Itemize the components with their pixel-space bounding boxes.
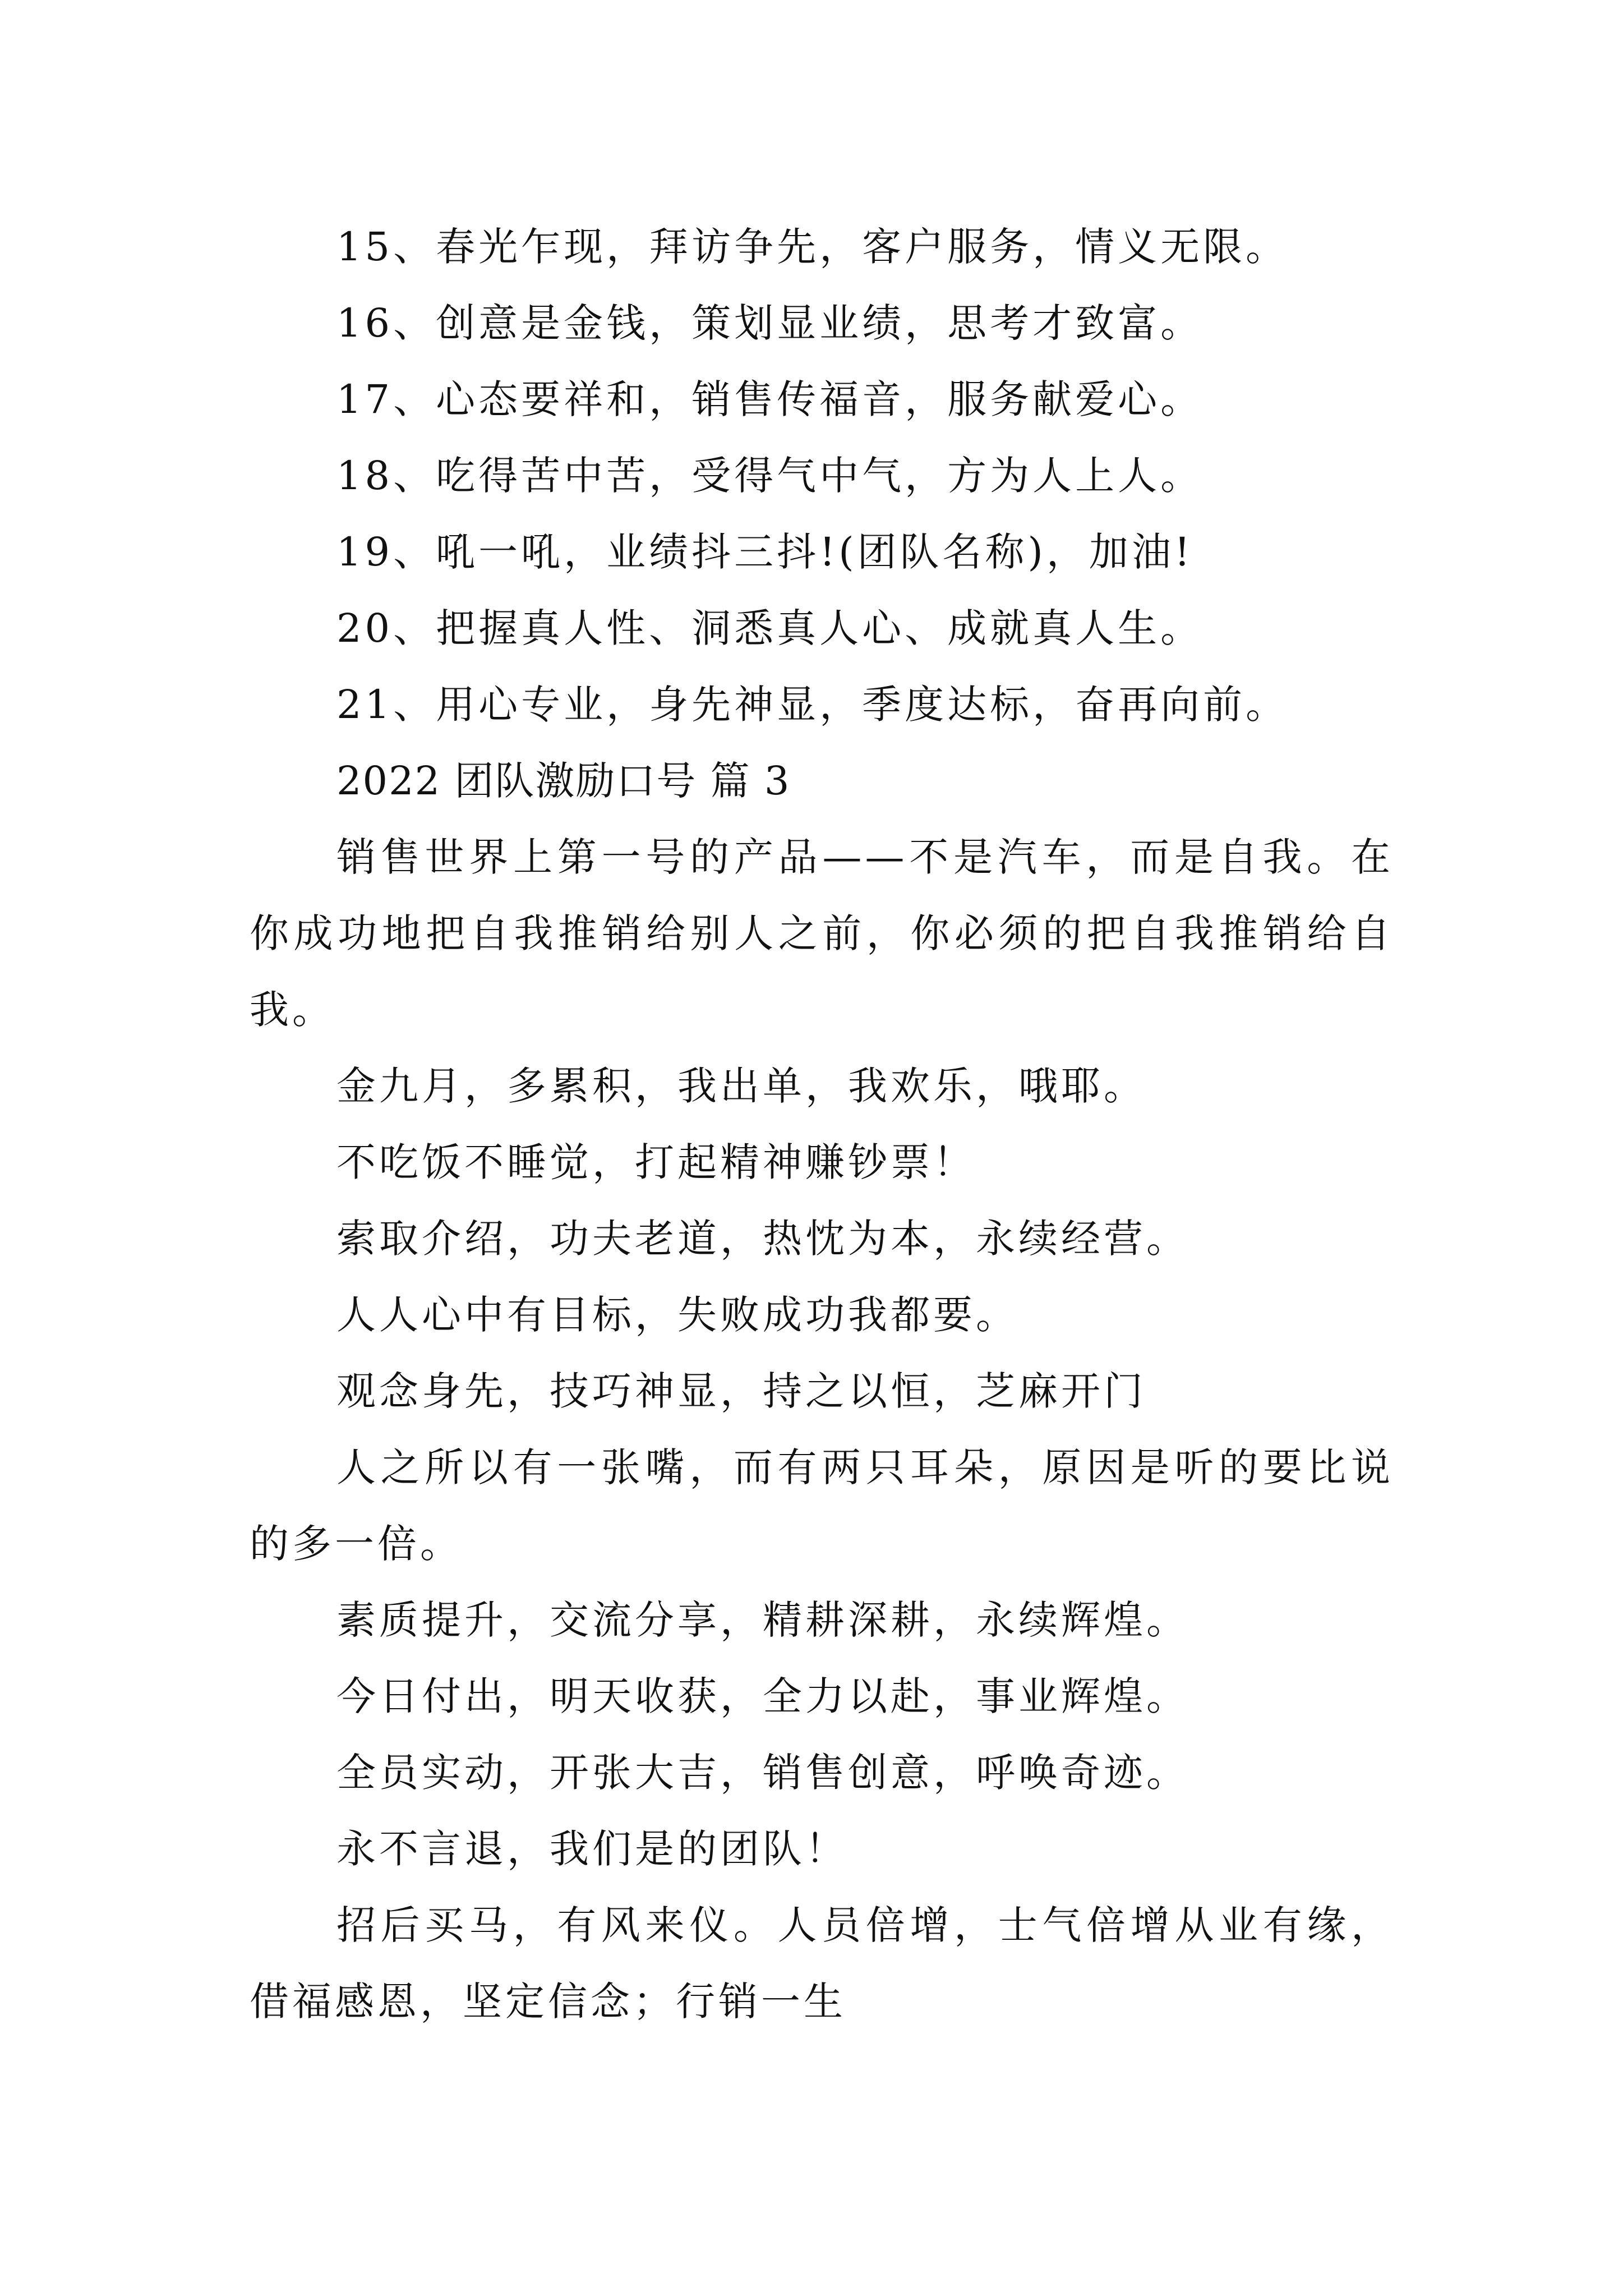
paragraph-slogan-18: 18、吃得苦中苦，受得气中气，方为人上人。 [336,453,1204,499]
section-heading: 2022 团队激励口号 篇 3 [336,758,791,804]
paragraph-slogan-17: 17、心态要祥和，销售传福音，服务献爱心。 [336,376,1204,422]
paragraph-slogan-19: 19、吼一吼，业绩抖三抖!(团队名称)，加油! [336,529,1193,575]
document-body [250,209,1394,2040]
paragraph: 人之所以有一张嘴，而有两只耳朵，原因是听的要比说的多一倍。 [250,1444,1394,1567]
paragraph: 不吃饭不睡觉，打起精神赚钞票！ [336,1139,976,1185]
paragraph-slogan-20: 20、把握真人性、洞悉真人心、成就真人生。 [336,605,1204,651]
paragraph: 今日付出，明天收获，全力以赴，事业辉煌。 [336,1673,1189,1719]
paragraph-slogan-16: 16、创意是金钱，策划显业绩，思考才致富。 [336,300,1204,346]
paragraph: 人人心中有目标，失败成功我都要。 [336,1292,1018,1338]
paragraph: 观念身先，技巧神显，持之以恒，芝麻开门 [336,1368,1146,1414]
paragraph: 销售世界上第一号的产品——不是汽车，而是自我。在你成功地把自我推销给别人之前，你必须的把自我推销给自我。 [250,834,1394,1033]
paragraph: 索取介绍，功夫老道，热忱为本，永续经营。 [336,1216,1189,1262]
paragraph-slogan-15: 15、春光乍现，拜访争先，客户服务，情义无限。 [336,224,1289,270]
paragraph: 招后买马，有风来仪。人员倍增，士气倍增从业有缘，借福感恩，坚定信念；行销一生 [250,1902,1394,2024]
paragraph-slogan-21: 21、用心专业，身先神显，季度达标，奋再向前。 [336,682,1289,728]
paragraph: 素质提升，交流分享，精耕深耕，永续辉煌。 [336,1597,1189,1643]
paragraph: 金九月，多累积，我出单，我欢乐，哦耶。 [336,1063,1146,1109]
paragraph: 永不言退，我们是的团队！ [336,1826,848,1872]
paragraph: 全员实动，开张大吉，销售创意，呼唤奇迹。 [336,1750,1189,1796]
